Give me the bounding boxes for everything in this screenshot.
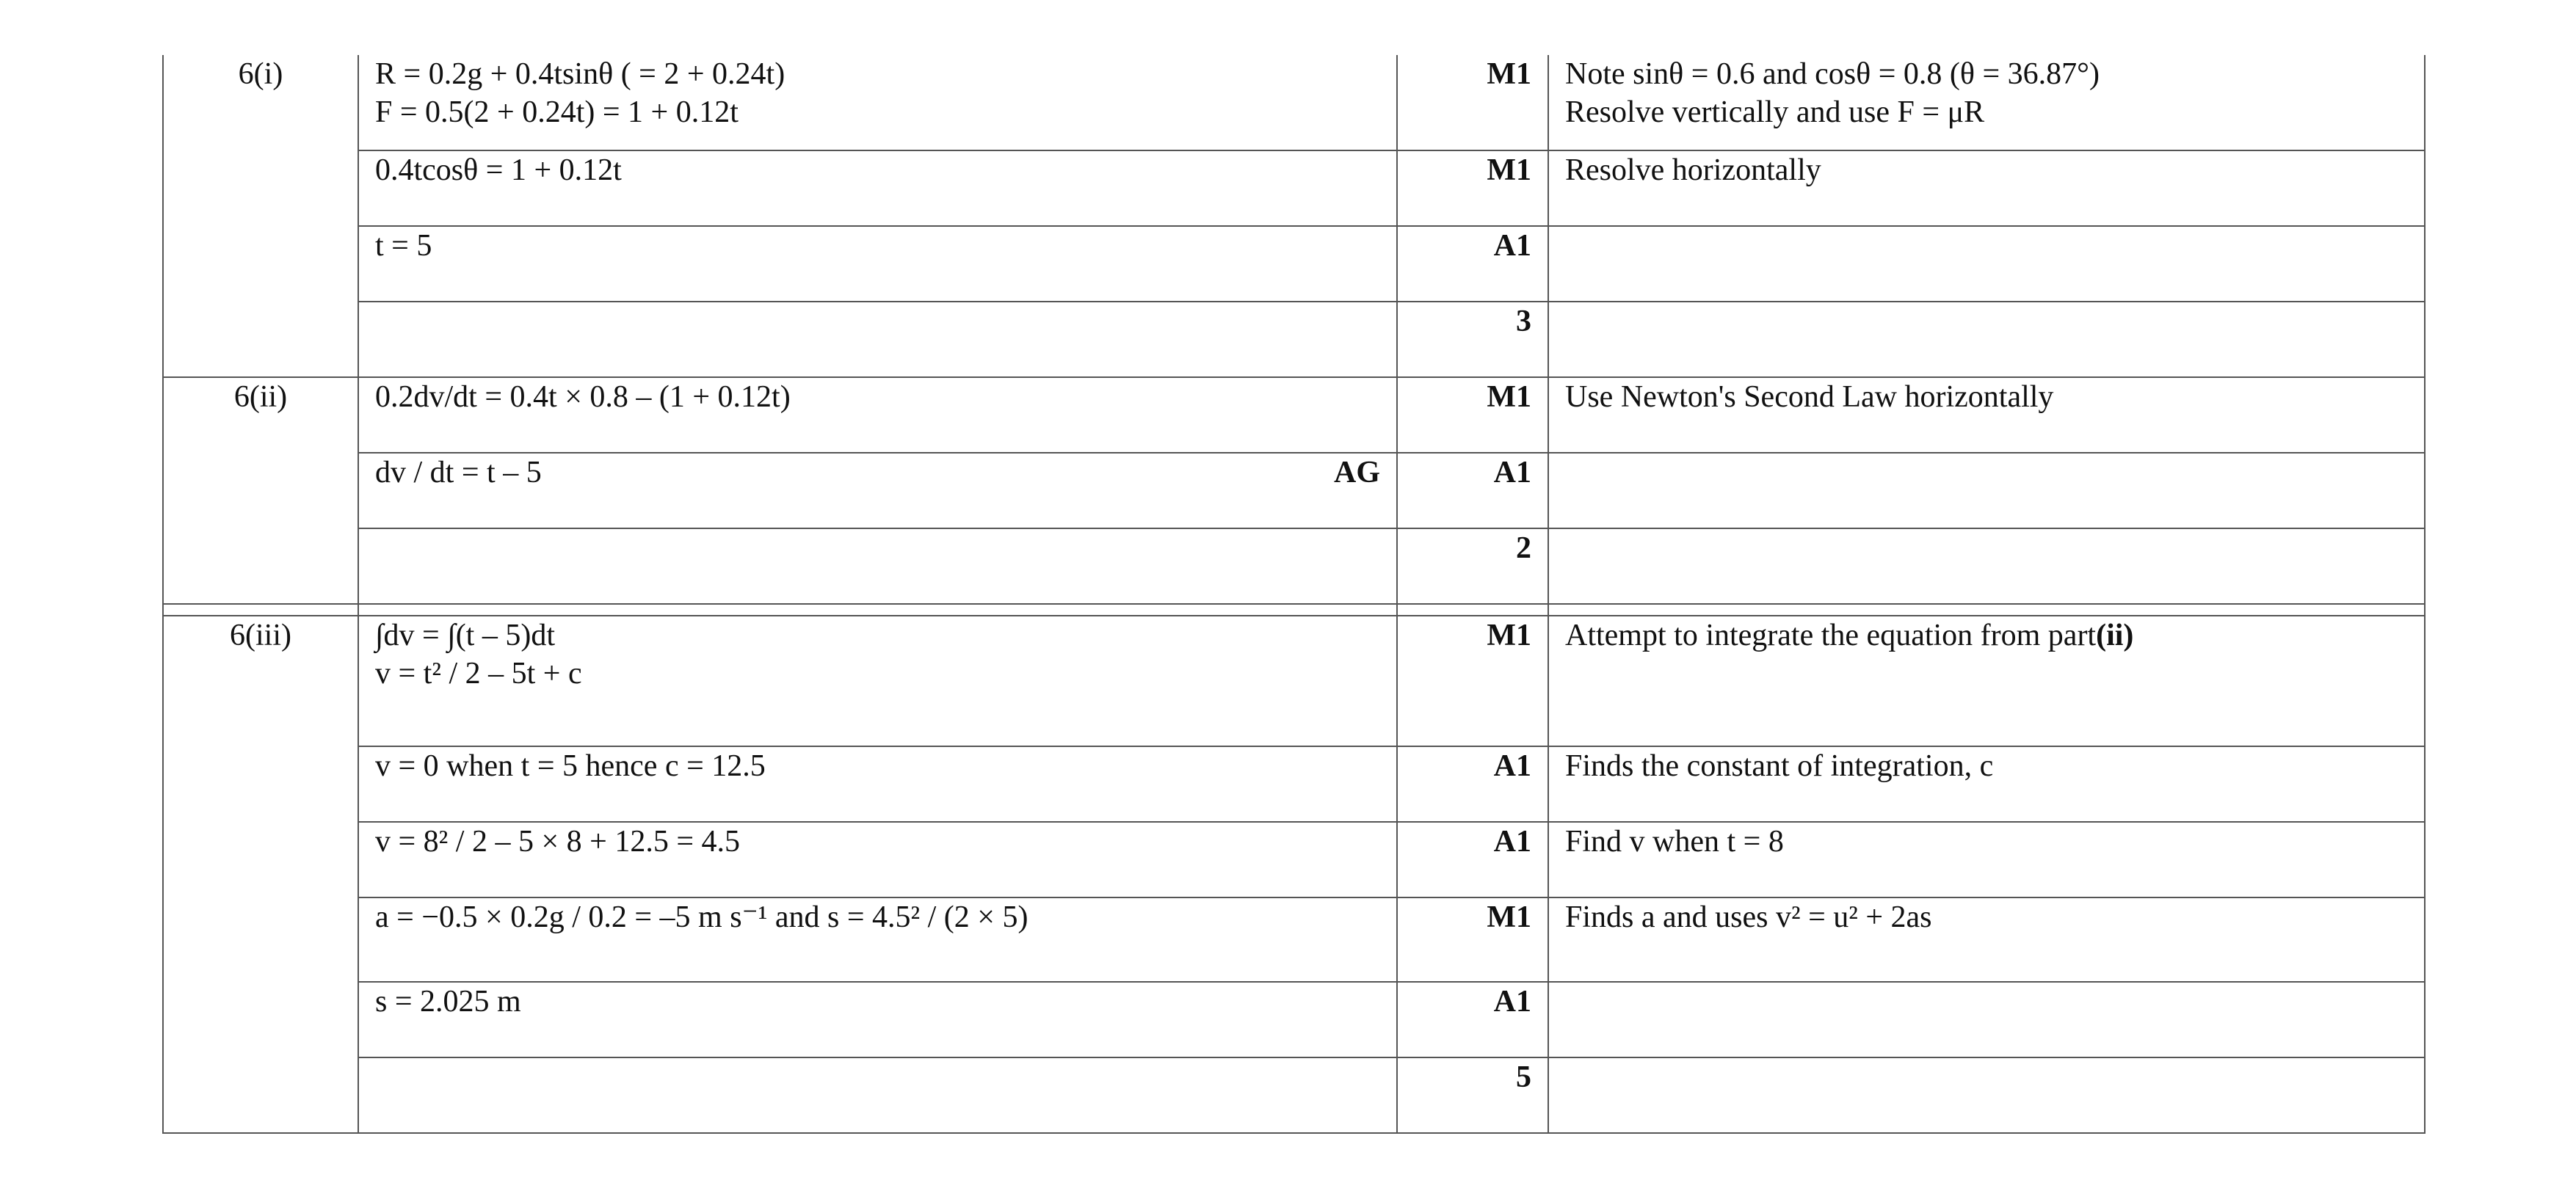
guidance-cell: Finds the constant of integration, c	[1548, 746, 2425, 822]
table-row	[163, 528, 2425, 604]
divider-cell	[1548, 604, 2425, 616]
guidance-line: Resolve vertically and use F = μR	[1565, 95, 1985, 129]
guidance-cell	[1548, 528, 2425, 604]
answer-cell	[358, 616, 1397, 746]
table-row	[163, 55, 2425, 150]
question-number: 6(i)	[163, 55, 358, 377]
answer-line: R = 0.2g + 0.4tsinθ ( = 2 + 0.24t)	[375, 57, 786, 91]
answer-cell	[358, 55, 1397, 150]
guidance-cell	[1548, 616, 2425, 746]
mark-cell: A1	[1397, 982, 1548, 1057]
question-number: 6(iii)	[163, 616, 358, 1133]
table-row	[163, 302, 2425, 377]
divider-cell	[163, 604, 358, 616]
table-row	[163, 897, 2425, 982]
guidance-cell	[1548, 226, 2425, 302]
guidance-cell: Find v when t = 8	[1548, 822, 2425, 897]
mark-cell: M1	[1397, 897, 1548, 982]
guidance-cell: Finds a and uses v² = u² + 2as	[1548, 897, 2425, 982]
table-row	[163, 982, 2425, 1057]
mark-cell: M1	[1397, 55, 1548, 150]
guidance-cell	[1548, 302, 2425, 377]
guidance-line: Note sinθ = 0.6 and cosθ = 0.8 (θ = 36.87°)	[1565, 57, 2100, 91]
guidance-cell	[1548, 55, 2425, 150]
answer-cell	[358, 528, 1397, 604]
question-number: 6(ii)	[163, 377, 358, 604]
answer-cell: 0.4tcosθ = 1 + 0.12t	[358, 150, 1397, 226]
mark-cell: M1	[1397, 150, 1548, 226]
table-row	[163, 616, 2425, 746]
answer-line: F = 0.5(2 + 0.24t) = 1 + 0.12t	[375, 95, 739, 129]
divider-cell	[1397, 604, 1548, 616]
mark-scheme-table	[162, 55, 2426, 1134]
mark-cell: M1	[1397, 616, 1548, 746]
guidance-cell	[1548, 1057, 2425, 1133]
table-row	[163, 150, 2425, 226]
answer-cell: a = −0.5 × 0.2g / 0.2 = –5 m s⁻¹ and s = 4.5² / (2 × 5)	[358, 897, 1397, 982]
table-row	[163, 226, 2425, 302]
answer-cell	[358, 453, 1397, 528]
answer-given-label: AG	[1334, 456, 1380, 489]
part-reference: (ii)	[2096, 619, 2134, 652]
answer-text: dv / dt = t – 5	[375, 456, 542, 489]
answer-cell	[358, 1057, 1397, 1133]
answer-line: ∫dv = ∫(t – 5)dt	[375, 619, 556, 652]
total-mark-cell: 3	[1397, 302, 1548, 377]
table-row	[163, 453, 2425, 528]
table-row	[163, 377, 2425, 453]
guidance-cell: Resolve horizontally	[1548, 150, 2425, 226]
guidance-text: Attempt to integrate the equation from part	[1565, 619, 2097, 652]
mark-cell: A1	[1397, 226, 1548, 302]
section-divider	[163, 604, 2425, 616]
table-row	[163, 1057, 2425, 1133]
mark-cell: A1	[1397, 453, 1548, 528]
mark-cell: A1	[1397, 746, 1548, 822]
answer-line: v = t² / 2 – 5t + c	[375, 657, 582, 691]
table-row	[163, 822, 2425, 897]
table-row	[163, 746, 2425, 822]
guidance-cell: Use Newton's Second Law horizontally	[1548, 377, 2425, 453]
mark-cell: A1	[1397, 822, 1548, 897]
total-mark-cell: 5	[1397, 1057, 1548, 1133]
mark-cell: M1	[1397, 377, 1548, 453]
answer-cell: v = 0 when t = 5 hence c = 12.5	[358, 746, 1397, 822]
answer-cell: s = 2.025 m	[358, 982, 1397, 1057]
total-mark-cell: 2	[1397, 528, 1548, 604]
answer-cell	[358, 302, 1397, 377]
answer-cell: v = 8² / 2 – 5 × 8 + 12.5 = 4.5	[358, 822, 1397, 897]
divider-cell	[358, 604, 1397, 616]
guidance-cell	[1548, 982, 2425, 1057]
answer-cell: t = 5	[358, 226, 1397, 302]
guidance-cell	[1548, 453, 2425, 528]
answer-cell: 0.2dv/dt = 0.4t × 0.8 – (1 + 0.12t)	[358, 377, 1397, 453]
